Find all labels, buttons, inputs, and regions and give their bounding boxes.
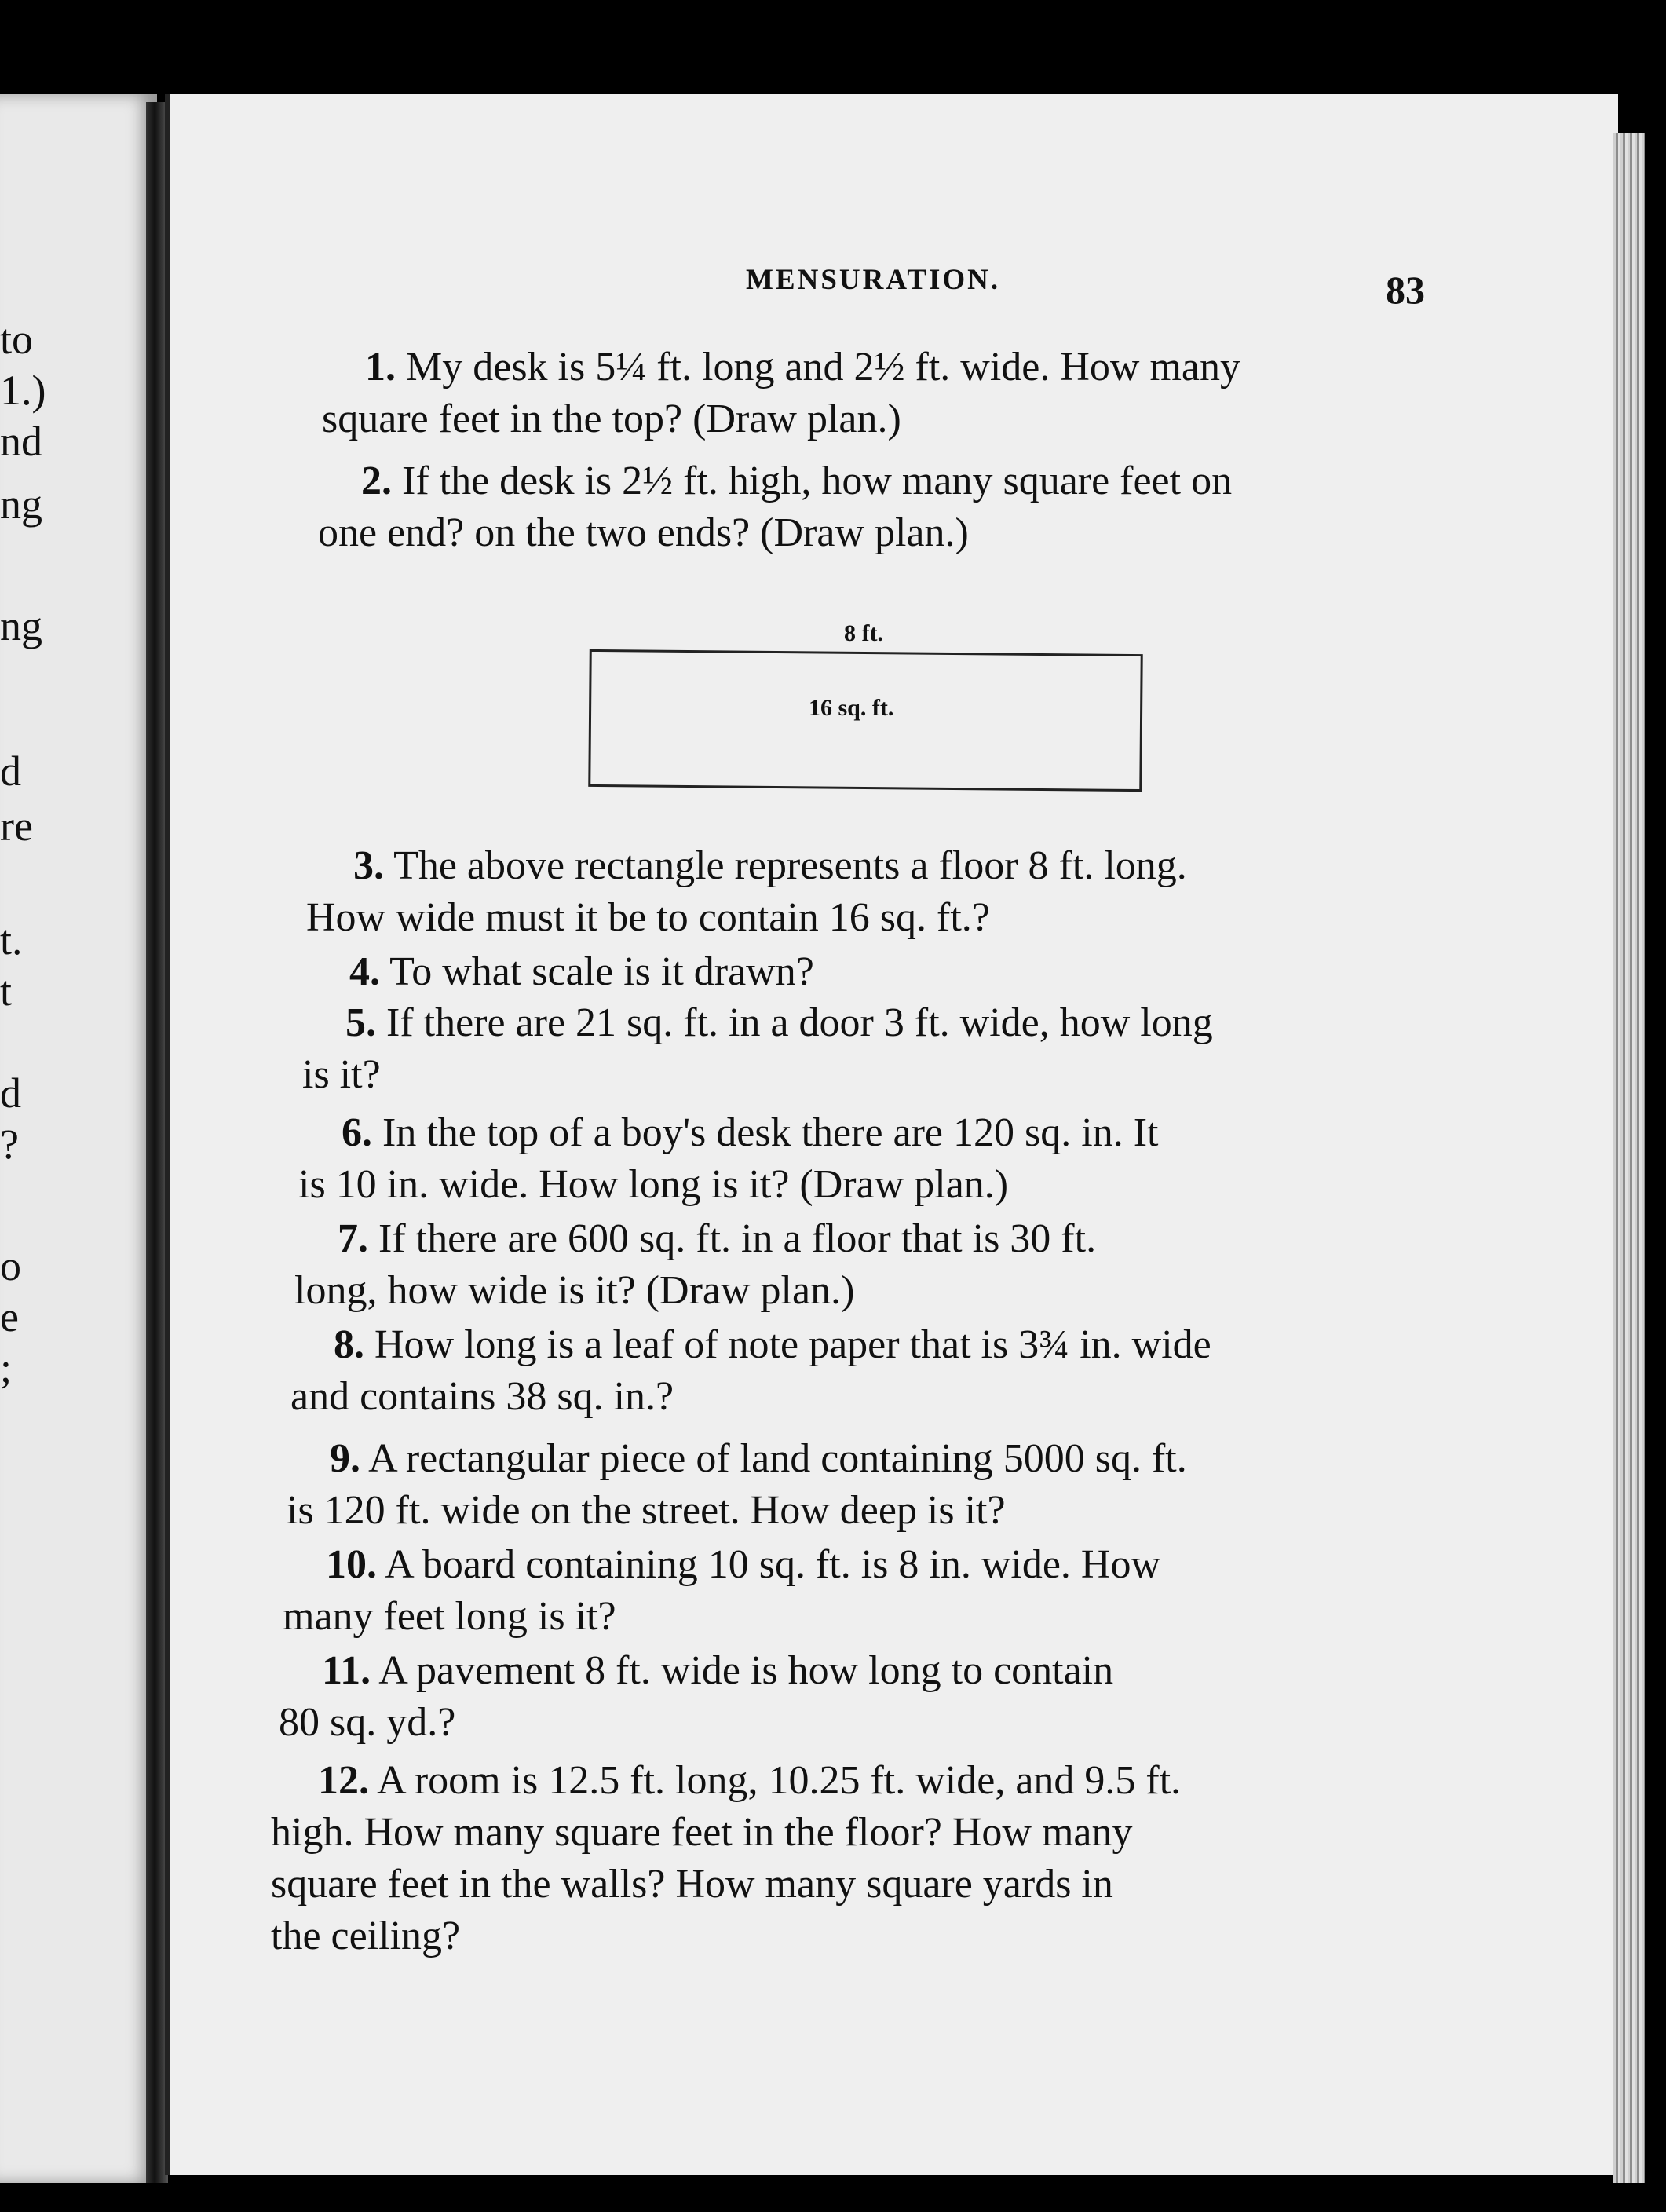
problem-11 — [279, 1645, 1113, 1749]
problem-number: 9. — [330, 1436, 360, 1481]
problem-text-line: To what scale is it drawn? — [389, 949, 814, 994]
left-fragment: e — [0, 1293, 19, 1340]
problem-text-line: A room is 12.5 ft. long, 10.25 ft. wide, and 9.5 ft. — [377, 1758, 1182, 1803]
problem-number: 12. — [318, 1758, 369, 1803]
page-edges — [1613, 133, 1645, 2183]
left-fragment: 1.) — [0, 367, 46, 414]
problem-text-line: A rectangular piece of land containing 5000 sq. ft. — [368, 1436, 1187, 1481]
problem-5 — [302, 997, 1213, 1101]
problem-number: 11. — [322, 1648, 371, 1693]
problem-number: 8. — [334, 1322, 364, 1367]
problem-7 — [294, 1213, 1096, 1317]
problem-number: 3. — [353, 843, 384, 888]
figure-area-label: 16 sq. ft. — [809, 695, 894, 721]
left-fragment: d — [0, 1069, 21, 1117]
problem-6 — [298, 1107, 1158, 1211]
problem-text-line: the ceiling? — [271, 1914, 461, 1958]
problem-text-line: The above rectangle represents a floor 8 ft. long. — [393, 843, 1187, 888]
problem-number: 4. — [349, 949, 380, 994]
problem-text-line: square feet in the walls? How many square yards in — [271, 1862, 1113, 1907]
problem-text-line: If there are 600 sq. ft. in a floor that is 30 ft. — [378, 1216, 1097, 1261]
problem-text-line: A pavement 8 ft. wide is how long to contain — [378, 1648, 1114, 1693]
left-fragment: ; — [0, 1344, 13, 1391]
problem-text-line: is 120 ft. wide on the street. How deep is it? — [287, 1488, 1006, 1533]
left-fragment: nd — [0, 418, 42, 465]
problem-1 — [322, 342, 1240, 445]
problem-text-line: many feet long is it? — [283, 1594, 616, 1639]
left-fragment: ng — [0, 602, 42, 649]
problem-text-line: is it? — [302, 1052, 381, 1097]
left-facing-page — [0, 94, 157, 2183]
problem-text-line: 80 sq. yd.? — [279, 1700, 456, 1745]
problem-text-line: In the top of a boy's desk there are 120 sq. in. It — [382, 1110, 1159, 1155]
problem-number: 1. — [365, 345, 396, 389]
problem-4 — [349, 946, 814, 998]
problem-text-line: is 10 in. wide. How long is it? (Draw plan.) — [298, 1162, 1009, 1207]
problem-number: 7. — [338, 1216, 368, 1261]
problem-text-line: one end? on the two ends? (Draw plan.) — [318, 510, 969, 555]
problem-number: 10. — [326, 1542, 377, 1587]
left-fragment: re — [0, 803, 33, 850]
problem-3 — [306, 840, 1187, 944]
problem-9 — [287, 1433, 1187, 1537]
problem-number: 6. — [342, 1110, 372, 1155]
problem-text-line: A board containing 10 sq. ft. is 8 in. wide. How — [385, 1542, 1161, 1587]
problem-10 — [283, 1539, 1160, 1643]
problem-text-line: My desk is 5¼ ft. long and 2½ ft. wide. How many — [406, 345, 1241, 389]
page-number: 83 — [1386, 268, 1425, 312]
left-fragment: o — [0, 1242, 21, 1289]
floor-rectangle-figure — [585, 620, 1150, 809]
problem-text-line: long, how wide is it? (Draw plan.) — [294, 1268, 855, 1313]
problem-number: 5. — [345, 1000, 376, 1045]
problem-12 — [271, 1755, 1181, 1962]
problem-text-line: and contains 38 sq. in.? — [290, 1374, 674, 1419]
problem-text-line: high. How many square feet in the floor? How many — [271, 1810, 1133, 1855]
left-fragment: t. — [0, 916, 23, 963]
left-fragment: t — [0, 967, 13, 1015]
left-fragment: d — [0, 748, 21, 795]
problem-text-line: If the desk is 2½ ft. high, how many square feet on — [402, 459, 1233, 503]
problem-2 — [318, 455, 1232, 559]
problem-text-line: How wide must it be to contain 16 sq. ft.? — [306, 895, 990, 940]
problem-8 — [290, 1319, 1211, 1423]
figure-length-label: 8 ft. — [844, 620, 883, 646]
left-fragment: ng — [0, 481, 42, 528]
left-fragment: ? — [0, 1121, 19, 1168]
problem-number: 2. — [361, 459, 392, 503]
problem-text-line: square feet in the top? (Draw plan.) — [322, 397, 901, 441]
left-fragment: to — [0, 316, 34, 363]
problem-text-line: How long is a leaf of note paper that is 3¾ in. wide — [374, 1322, 1211, 1367]
problem-text-line: If there are 21 sq. ft. in a door 3 ft. wide, how long — [386, 1000, 1213, 1045]
running-head: MENSURATION. — [746, 264, 1001, 296]
